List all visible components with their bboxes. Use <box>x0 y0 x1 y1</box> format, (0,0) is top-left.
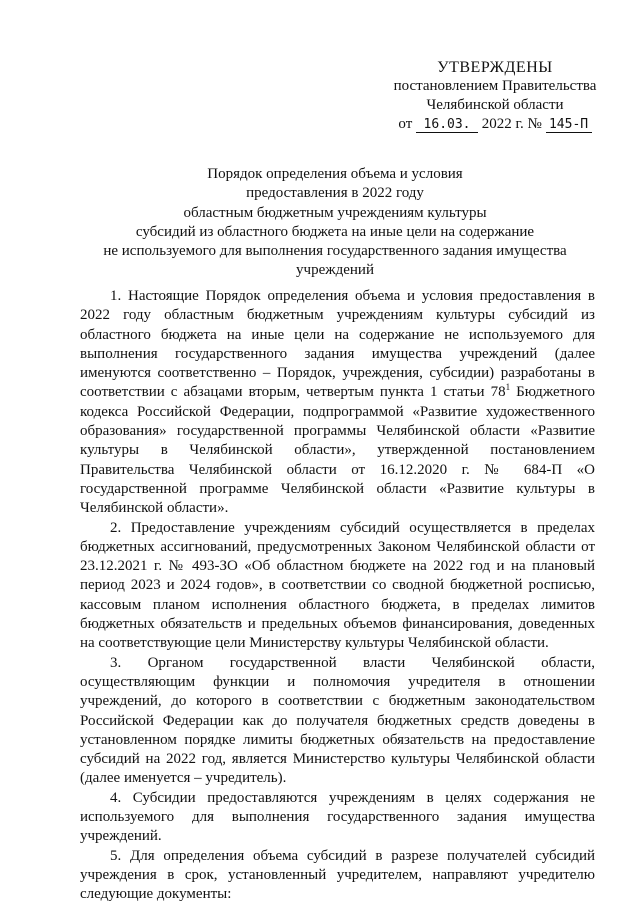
approval-stamp <box>380 58 610 134</box>
approval-line-2: Челябинской области <box>426 97 564 113</box>
title-line-4: субсидий из областного бюджета на иные цели на содержание <box>135 223 535 240</box>
paragraph-4: 4. Субсидии предоставляются учреждениям в целях содержания не используемого для выполнения государственного задания имущества учреждений. <box>80 789 595 845</box>
title-line-6: учреждений <box>296 262 374 279</box>
decree-number: 145-П <box>546 118 592 133</box>
approval-line-1: постановлением Правительства <box>393 78 597 94</box>
paragraph-1-text-b: Бюджетного кодекса Российской Федерации, подпрограммой «Развитие художественного образования» государственной программы Челябинской области «Развитие культуры в Челябинской области», утвержденной постановлением Правительства Челябинской области от 16.12.2020 г. № 684-П «О государственной программе Челябинской области «Развитие культуры в Челябинской области». <box>80 384 595 517</box>
decree-year-text: 2022 г. № <box>481 116 542 132</box>
paragraph-2: 2. Предоставление учреждениям субсидий осуществляется в пределах бюджетных ассигнований, предусмотренных Законом Челябинской области от 23.12.2021 г. № 493-ЗО «Об областном бюджете на 2022 год и на плановый период 2023 и 2024 годов», в соответствии со сводной бюджетной росписью, кассовым планом исполнения областного бюджета, в пределах лимитов бюджетных обязательств и предельных объемов финансирования, доведенных на соответствующие цели Министерству культуры Челябинской области. <box>80 519 595 652</box>
document-body <box>80 287 595 905</box>
paragraph-5: 5. Для определения объема субсидий в разрезе получателей субсидий учреждения в срок, установленный учредителем, направляют учредителю следующие документы: <box>80 847 595 903</box>
title-line-5: не используемого для выполнения государственного задания имущества <box>103 243 567 260</box>
decree-date: 16.03. <box>416 118 478 133</box>
paragraph-1-text-a: 1. Настоящие Порядок определения объема и условия предоставления в 2022 году областным бюджетным учреждениям культуры субсидий из областного бюджета на иные цели на содержание не используемого для выполнения государственного задания имущества учреждений (далее именуются соответственно – Порядок, учреждения, субсидии) разработаны в соответствии с абзацами вторым, четвертым пункта 1 статьи 78 <box>80 288 595 401</box>
title-line-3: областным бюджетным учреждениям культуры <box>183 204 487 221</box>
paragraph-3: 3. Органом государственной власти Челябинской области, осуществляющим функции и полномочия учредителя в отношении учреждений, до которого в соответствии с бюджетным законодательством Российской Федерации как до получателя бюджетных средств доведены в установленном порядке лимиты бюджетных обязательств на предоставление субсидий на 2022 год, является Министерство культуры Челябинской области (далее именуется – учредитель). <box>80 654 595 787</box>
decree-date-number-line <box>380 115 610 134</box>
document-title <box>80 165 590 281</box>
paragraph-1-superscript: 1 <box>505 382 511 393</box>
paragraph-1 <box>80 287 595 519</box>
title-line-2: предоставления в 2022 году <box>246 185 424 202</box>
approval-heading: УТВЕРЖДЕНЫ <box>437 59 553 76</box>
decree-from-prefix: от <box>398 116 413 132</box>
title-line-1: Порядок определения объема и условия <box>207 166 463 182</box>
